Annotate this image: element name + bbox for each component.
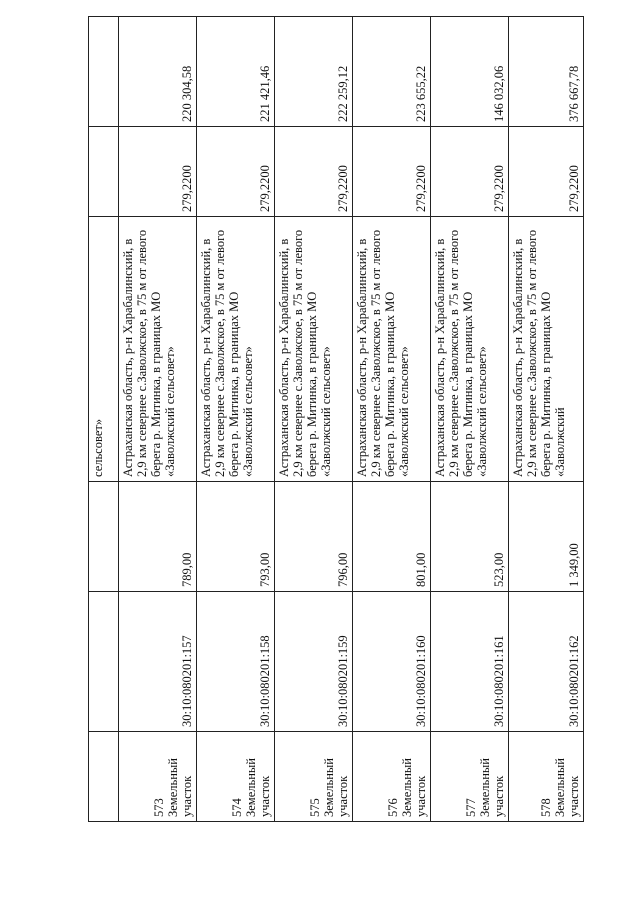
type-cell — [197, 732, 275, 822]
price-cell: 220 304,58 — [119, 17, 197, 127]
kadastr-cell: 30:10:080201:157 — [119, 592, 197, 732]
type-cell — [89, 732, 119, 822]
area-cell: 789,00 — [119, 482, 197, 592]
address-cell: Астраханская область, р-н Харабалинский, в 2,9 км севернее с.Заволжское, в 75 м от левого берега р. Митинка, в границах МО «Заволжский сельсовет» — [431, 217, 509, 482]
type-text: Земельный участок — [553, 758, 581, 817]
address-text: сельсовет» — [91, 418, 105, 477]
row-number: 574 — [230, 798, 244, 817]
row-number: 578 — [539, 798, 553, 817]
kadastr-cell — [89, 592, 119, 732]
row-number: 577 — [464, 798, 478, 817]
rotated-table-container — [88, 17, 583, 822]
table-row — [89, 17, 119, 822]
type-cell — [119, 732, 197, 822]
type-cell — [275, 732, 353, 822]
row-number: 575 — [308, 798, 322, 817]
table-row — [431, 17, 509, 822]
type-cell — [431, 732, 509, 822]
address-cell: Астраханская область, р-н Харабалинский, в 2,9 км севернее с.Заволжское, в 75 м от левого берега р. Митинка, в границах МО «Заволжский сельсовет» — [119, 217, 197, 482]
price-cell: 146 032,06 — [431, 17, 509, 127]
kadastr-cell: 30:10:080201:162 — [509, 592, 584, 732]
area-cell: 801,00 — [353, 482, 431, 592]
type-text: Земельный участок — [478, 758, 506, 817]
share-cell — [89, 127, 119, 217]
kadastr-cell: 30:10:080201:161 — [431, 592, 509, 732]
address-cell: Астраханская область, р-н Харабалинский, в 2,9 км севернее с.Заволжское, в 75 м от левого берега р. Митинка, в границах МО «Заволжский сельсовет» — [353, 217, 431, 482]
area-cell: 523,00 — [431, 482, 509, 592]
area-cell: 796,00 — [275, 482, 353, 592]
type-cell — [353, 732, 431, 822]
type-text: Земельный участок — [322, 758, 350, 817]
type-text: Земельный участок — [400, 758, 428, 817]
price-cell: 222 259,12 — [275, 17, 353, 127]
row-number: 576 — [386, 798, 400, 817]
share-cell: 279,2200 — [119, 127, 197, 217]
area-cell — [89, 482, 119, 592]
share-cell: 279,2200 — [197, 127, 275, 217]
share-cell: 279,2200 — [509, 127, 584, 217]
share-cell: 279,2200 — [431, 127, 509, 217]
address-cell — [89, 217, 119, 482]
area-cell: 793,00 — [197, 482, 275, 592]
address-cell: Астраханская область, р-н Харабалинский, в 2,9 км севернее с.Заволжское, в 75 м от левого берега р. Митинка, в границах МО «Заволжский сельсовет» — [197, 217, 275, 482]
row-number: 573 — [152, 798, 166, 817]
share-cell: 279,2200 — [353, 127, 431, 217]
kadastr-cell: 30:10:080201:160 — [353, 592, 431, 732]
area-cell: 1 349,00 — [509, 482, 584, 592]
kadastr-cell: 30:10:080201:158 — [197, 592, 275, 732]
price-cell: 223 655,22 — [353, 17, 431, 127]
table-row — [275, 17, 353, 822]
address-cell: Астраханская область, р-н Харабалинский, в 2,9 км севернее с.Заволжское, в 75 м от левого берега р. Митинка, в границах МО «Заволжский — [509, 217, 584, 482]
price-cell: 221 421,46 — [197, 17, 275, 127]
table-row — [197, 17, 275, 822]
price-cell — [89, 17, 119, 127]
table-row — [353, 17, 431, 822]
share-cell: 279,2200 — [275, 127, 353, 217]
table-row — [119, 17, 197, 822]
land-plots-table — [88, 16, 584, 822]
type-cell — [509, 732, 584, 822]
table-row — [509, 17, 584, 822]
address-cell: Астраханская область, р-н Харабалинский, в 2,9 км севернее с.Заволжское, в 75 м от левого берега р. Митинка, в границах МО «Заволжский сельсовет» — [275, 217, 353, 482]
type-text: Земельный участок — [244, 758, 272, 817]
price-cell: 376 667,78 — [509, 17, 584, 127]
type-text: Земельный участок — [166, 758, 194, 817]
kadastr-cell: 30:10:080201:159 — [275, 592, 353, 732]
